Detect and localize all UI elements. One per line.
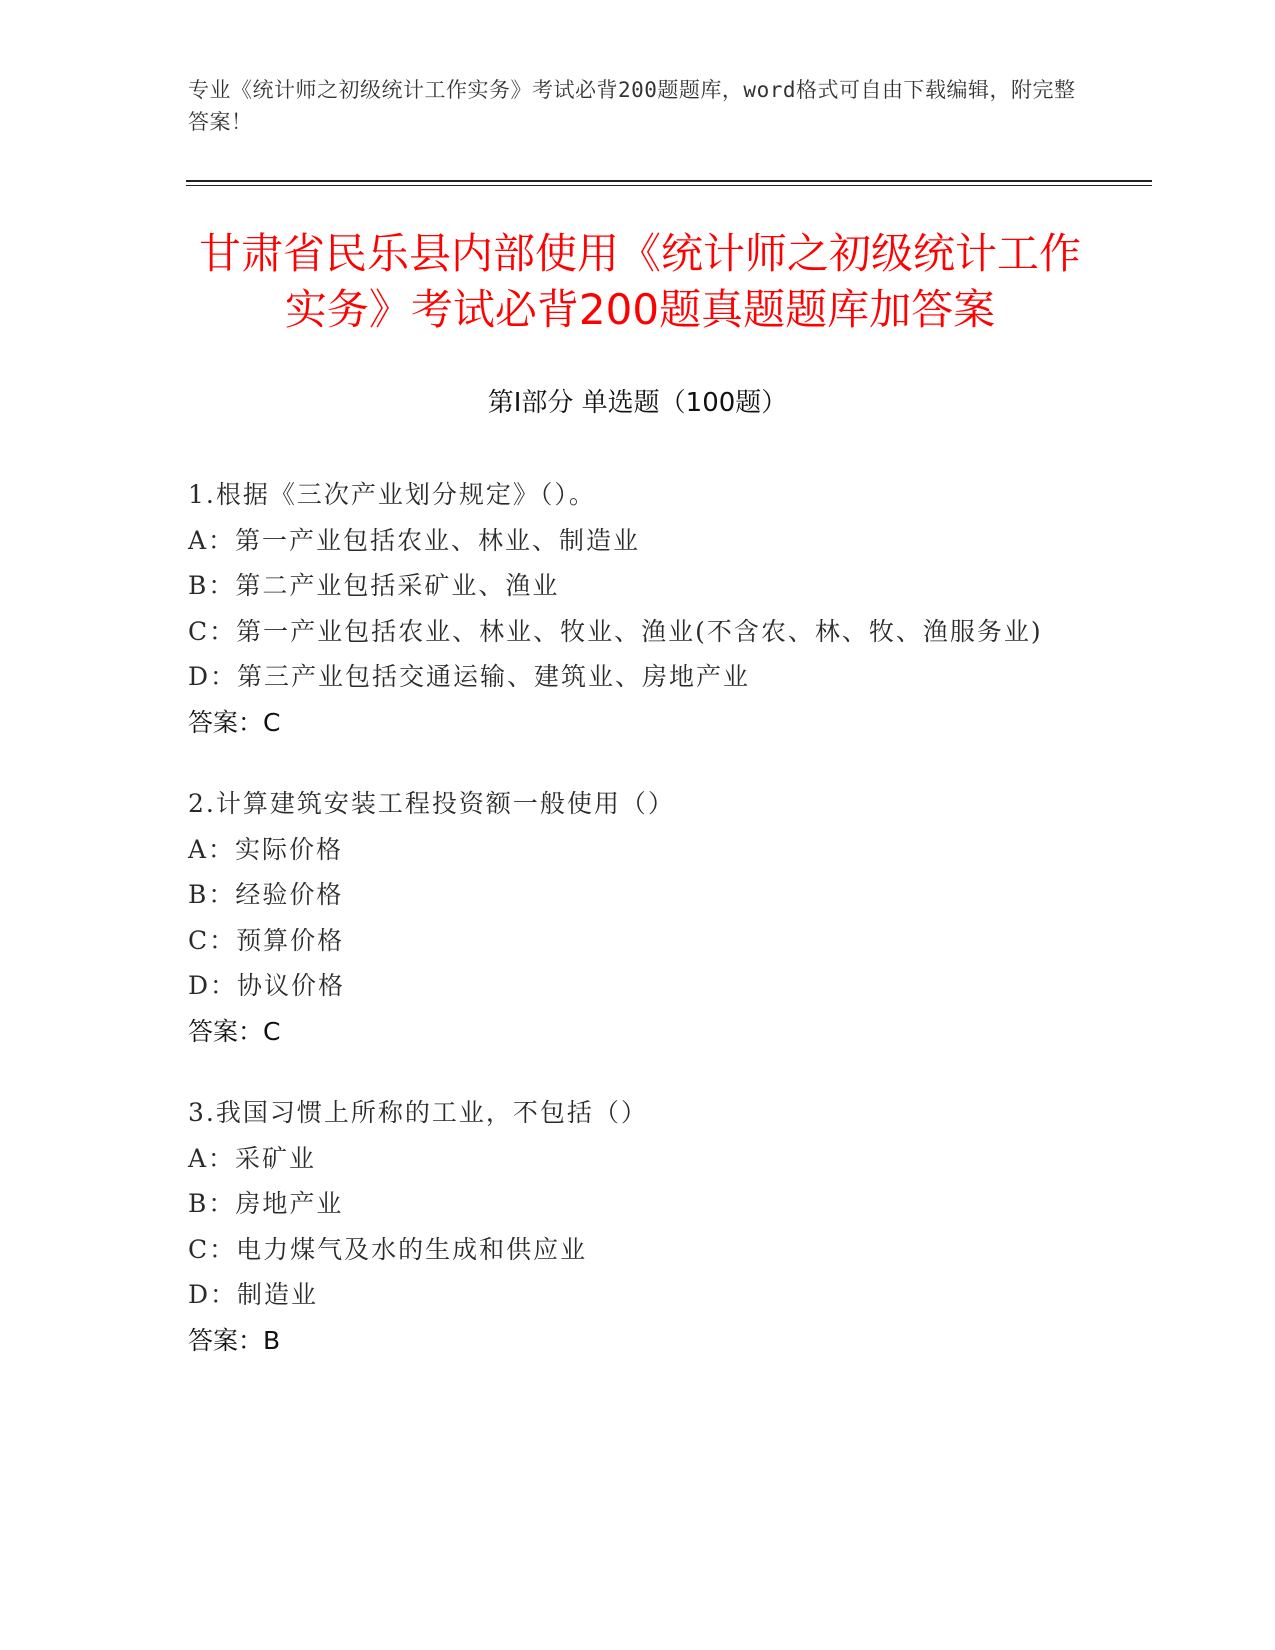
option-d: D：制造业 <box>188 1280 319 1309</box>
question-list <box>188 472 1068 1399</box>
answer: 答案：C <box>188 1016 281 1046</box>
option-c: C：第一产业包括农业、林业、牧业、渔业(不含农、林、牧、渔服务业) <box>188 616 1043 646</box>
option-b: B：经验价格 <box>188 880 344 909</box>
option-a: A：采矿业 <box>188 1143 317 1173</box>
header-divider-thin <box>186 185 1152 186</box>
question-stem: 1.根据《三次产业划分规定》（）。 <box>188 480 596 509</box>
option-b: B：房地产业 <box>188 1189 344 1218</box>
document-title: 甘肃省民乐县内部使用《统计师之初级统计工作实务》考试必背200题真题题库加答案 <box>198 229 1081 334</box>
option-d: D：协议价格 <box>188 971 346 1000</box>
option-d: D：第三产业包括交通运输、建筑业、房地产业 <box>188 662 751 691</box>
option-c: C：电力煤气及水的生成和供应业 <box>188 1234 588 1264</box>
question-stem: 3.我国习惯上所称的工业，不包括（） <box>188 1098 648 1127</box>
section-heading: 第I部分 单选题（100题） <box>487 388 788 418</box>
header-note: 专业《统计师之初级统计工作实务》考试必背200题题库，word格式可自由下载编辑，附完整答案！ <box>188 78 1076 134</box>
option-a: A：第一产业包括农业、林业、制造业 <box>188 525 641 555</box>
question-1 <box>188 472 1068 745</box>
option-c: C：预算价格 <box>188 925 345 955</box>
header-divider-thick <box>186 180 1152 182</box>
option-a: A：实际价格 <box>188 834 344 864</box>
answer: 答案：C <box>188 707 281 737</box>
question-2 <box>188 781 1068 1054</box>
option-b: B：第二产业包括采矿业、渔业 <box>188 571 560 600</box>
question-stem: 2.计算建筑安装工程投资额一般使用（） <box>188 789 675 818</box>
question-3 <box>188 1090 1068 1363</box>
answer: 答案：B <box>188 1325 281 1355</box>
